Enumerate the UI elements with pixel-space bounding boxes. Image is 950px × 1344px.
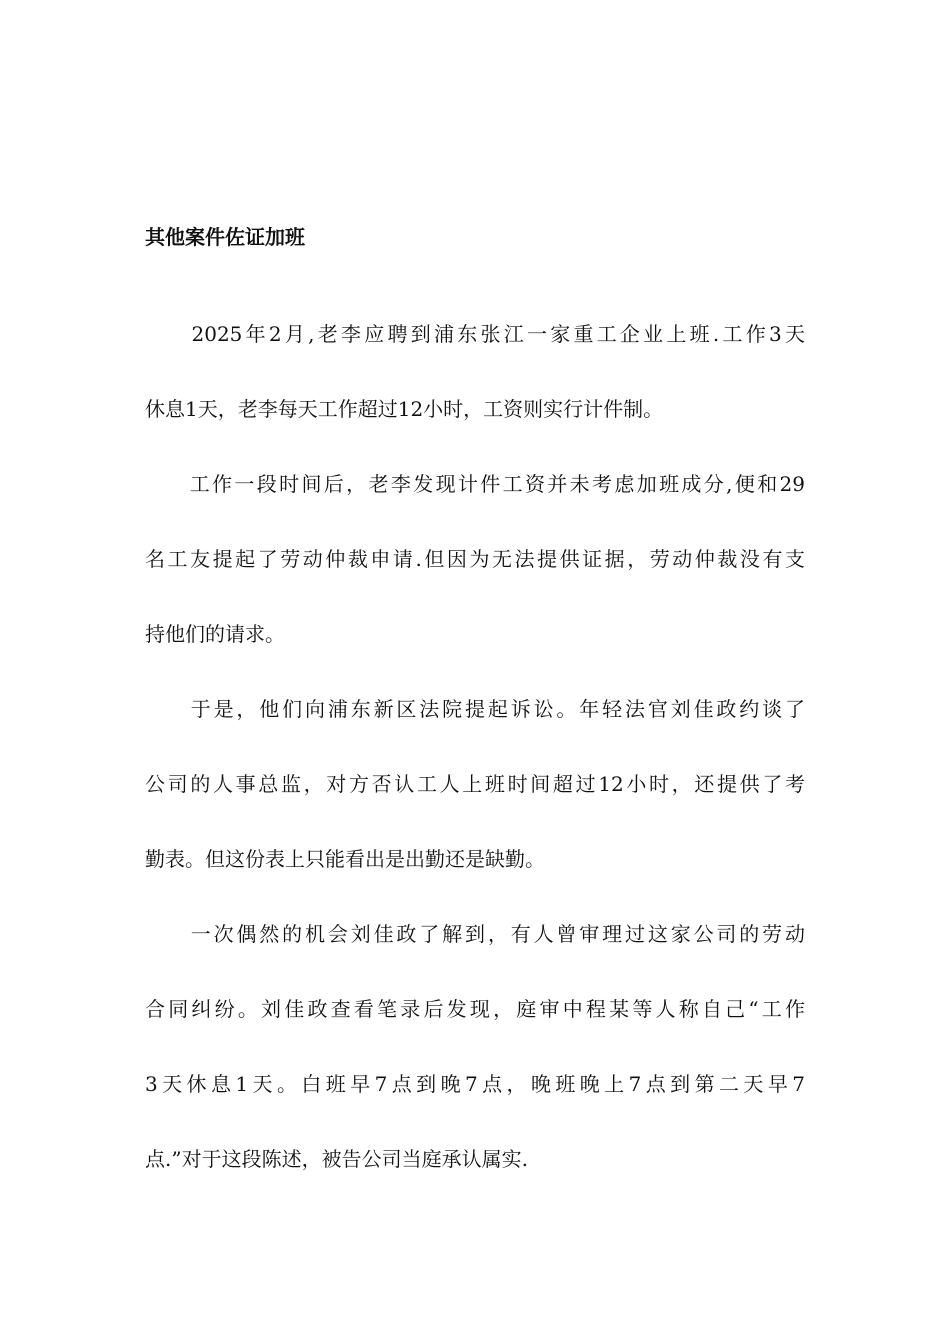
paragraph (145, 915, 805, 1178)
paragraph-line: 持他们的请求。 (145, 622, 285, 646)
document-body (145, 315, 805, 1215)
paragraph-line: 一次偶然的机会刘佳政了解到，有人曾审理过这家公司的劳动 (145, 922, 805, 946)
paragraph-line: 名工友提起了劳动仲裁申请.但因为无法提供证据，劳动仲裁没有支 (145, 547, 805, 571)
paragraph (145, 315, 805, 428)
paragraph (145, 465, 805, 653)
paragraph-line: 点.”对于这段陈述，被告公司当庭承认属实. (145, 1147, 528, 1171)
paragraph (145, 690, 805, 878)
paragraph-line: 2025年2月,老李应聘到浦东张江一家重工企业上班.工作3天 (145, 322, 805, 346)
paragraph-line: 于是，他们向浦东新区法院提起诉讼。年轻法官刘佳政约谈了 (145, 697, 805, 721)
paragraph-line: 合同纠纷。刘佳政查看笔录后发现，庭审中程某等人称自己“工作 (145, 997, 805, 1021)
paragraph-line: 3天休息1天。白班早7点到晚7点，晚班晚上7点到第二天早7 (145, 1072, 805, 1096)
paragraph-line: 公司的人事总监，对方否认工人上班时间超过12小时，还提供了考 (145, 772, 805, 796)
paragraph-line: 勤表。但这份表上只能看出是出勤还是缺勤。 (145, 847, 545, 871)
document-heading: 其他案件佐证加班 (145, 225, 305, 249)
paragraph-line: 休息1天，老李每天工作超过12小时，工资则实行计件制。 (145, 397, 664, 421)
paragraph-line: 工作一段时间后，老李发现计件工资并未考虑加班成分,便和29 (145, 472, 805, 496)
